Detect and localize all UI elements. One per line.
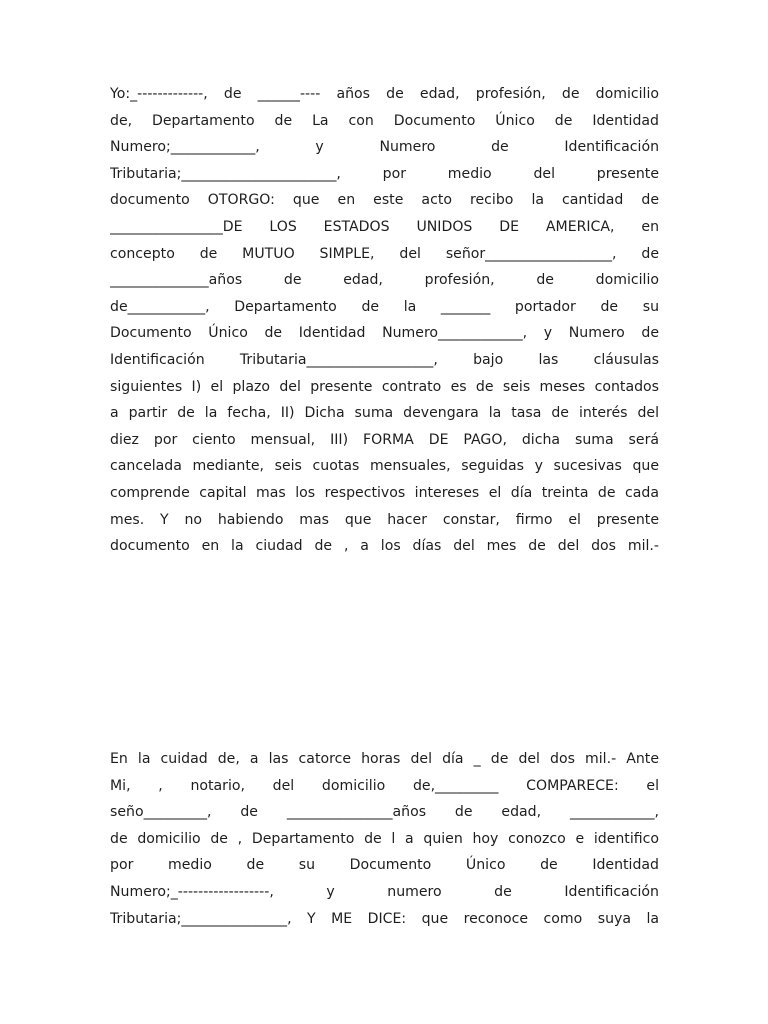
paragraph-line: mes. Y no habiendo mas que hacer constar, firmo el presente xyxy=(110,511,659,528)
paragraph-line: diez por ciento mensual, III) FORMA DE PAGO, dicha suma será xyxy=(110,431,659,448)
paragraph-line: Tributaria;______________________, por medio del presente xyxy=(110,165,659,182)
paragraph-line: Identificación Tributaria__________________, bajo las cláusulas xyxy=(110,351,659,368)
paragraph-line: Numero;_------------------, y numero de Identificación xyxy=(110,883,659,900)
paragraph-line: cancelada mediante, seis cuotas mensuales, seguidas y sucesivas que xyxy=(110,458,659,475)
notarial-acknowledgment-paragraph xyxy=(110,746,659,932)
paragraph-line: ______________años de edad, profesión, de domicilio xyxy=(110,272,659,289)
paragraph-line: concepto de MUTUO SIMPLE, del señor__________________, de xyxy=(110,245,659,262)
paragraph-line: siguientes I) el plazo del presente contrato es de seis meses contados xyxy=(110,378,659,395)
paragraph-line: Mi, , notario, del domicilio de,_________ COMPARECE: el xyxy=(110,777,659,794)
paragraph-line: a partir de la fecha, II) Dicha suma devengara la tasa de interés del xyxy=(110,405,659,422)
paragraph-line: Tributaria;_______________, Y ME DICE: que reconoce como suya la xyxy=(110,910,659,927)
paragraph-line: Documento Único de Identidad Numero____________, y Numero de xyxy=(110,325,659,342)
paragraph-line: ________________DE LOS ESTADOS UNIDOS DE AMERICA, en xyxy=(110,218,659,235)
paragraph-line: Yo:_-------------, de ______---- años de edad, profesión, de domicilio xyxy=(110,86,659,102)
paragraph-line: de___________, Departamento de la _______ portador de su xyxy=(110,298,659,315)
paragraph-line: de, Departamento de La con Documento Único de Identidad xyxy=(110,112,659,129)
paragraph-line: por medio de su Documento Único de Identidad xyxy=(110,857,659,874)
paragraph-line: En la cuidad de, a las catorce horas del día _ de del dos mil.- Ante xyxy=(110,751,659,767)
paragraph-line: de domicilio de , Departamento de l a quien hoy conozco e identifico xyxy=(110,830,659,847)
contract-paragraph xyxy=(110,81,659,560)
paragraph-line: documento en la ciudad de , a los días del mes de del dos mil.- xyxy=(110,538,659,555)
paragraph-line: seño_________, de _______________años de edad, ____________, xyxy=(110,804,659,821)
paragraph-line: Numero;____________, y Numero de Identificación xyxy=(110,139,659,156)
paragraph-line: comprende capital mas los respectivos intereses el día treinta de cada xyxy=(110,484,659,501)
paragraph-line: documento OTORGO: que en este acto recibo la cantidad de xyxy=(110,192,659,209)
